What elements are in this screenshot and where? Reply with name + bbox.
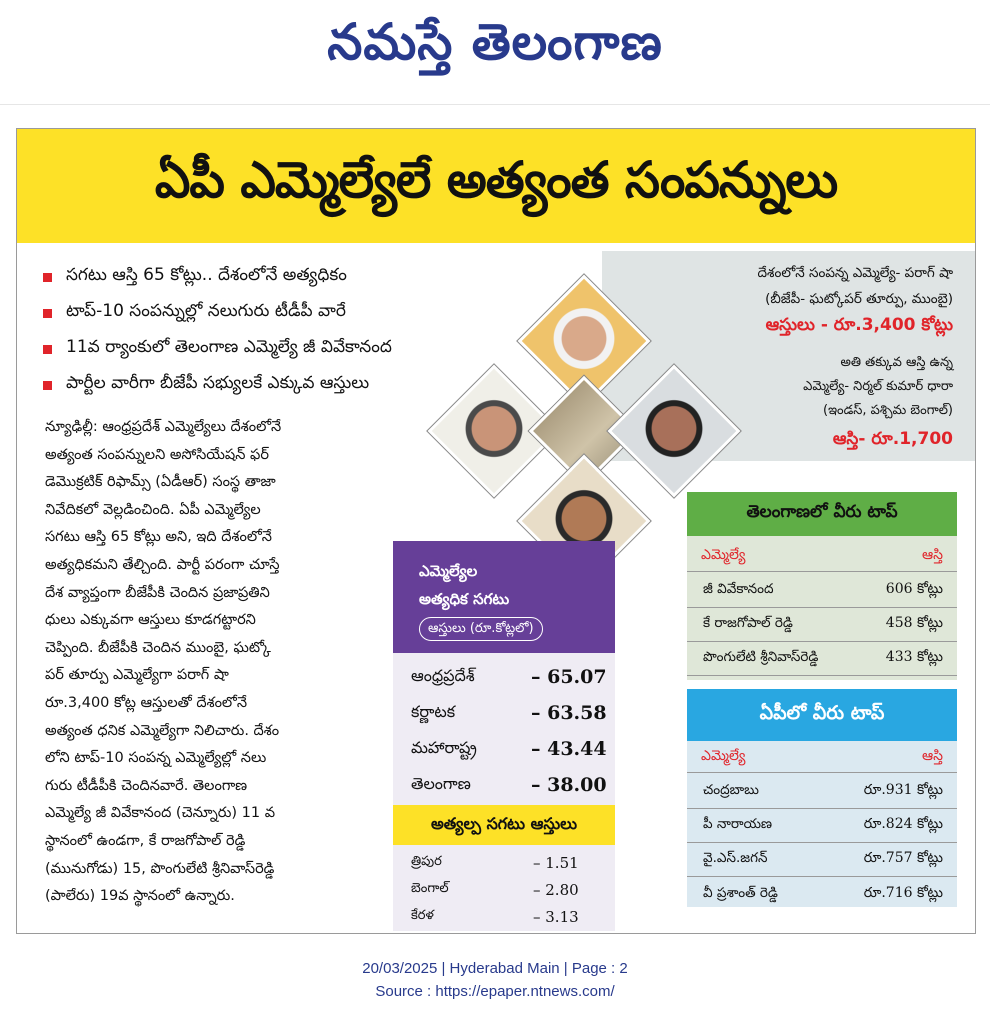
bullet-item: సగటు ఆస్తి 65 కోట్లు.. దేశంలోనే అత్యధికం (43, 259, 523, 295)
table-row: వీ ప్రశాంత్‌ రెడ్డి రూ.716 కోట్లు (703, 884, 943, 901)
newspaper-logo: నమస్తే తెలంగాణ (327, 12, 663, 71)
headline: ఏపీ ఎమ్మెల్యేలే అత్యంత సంపన్నులు (154, 150, 838, 209)
telangana-top-title: తెలంగాణలో వీరు టాప్‌ (687, 492, 957, 536)
bullet-square-icon (43, 345, 52, 354)
body-line: అత్యంత సంపన్నులని అసోసియేషన్‌ ఫర్‌ (45, 446, 269, 463)
table-header: ఎమ్మెల్యే ఆస్తి (687, 542, 957, 572)
article-body (45, 414, 377, 911)
body-line: రూ.3,400 కోట్ల ఆస్తులతో దేశంలోనే (45, 694, 248, 711)
average-row: కర్ణాటక – 63.58 (411, 701, 607, 724)
telangana-top-box (687, 492, 957, 680)
body-line: న్యూఢిల్లీ: ఆంధ్రప్రదేశ్‌ ఎమ్మెల్యేలు దేశంలోనే (45, 419, 282, 435)
bullet-square-icon (43, 381, 52, 390)
poorest-mla-text: అతి తక్కువ ఆస్తి ఉన్న ఎమ్మెల్యే- నిర్మల్‌ కుమార్‌ ధారా (ఇండస్‌, పశ్చిమ బెంగాల్‌) (803, 355, 953, 418)
richest-mla-line: దేశంలోనే సంపన్న ఎమ్మెల్యే- పరాగ్‌ షా (757, 265, 953, 281)
table-row: చంద్రబాబు రూ.931 కోట్లు (687, 775, 957, 809)
body-line: చెప్పింది. బీజేపీకి చెందిన ముంబై, ఘట్కో (45, 639, 271, 656)
footer-source: Source : https://epaper.ntnews.com/ (375, 983, 615, 1000)
news-clipping (16, 128, 976, 934)
average-row: ఆంధ్రప్రదేశ్‌ – 65.07 (411, 665, 607, 688)
body-line: స్థానంలో ఉండగా, కే రాజగోపాల్‌ రెడ్డి (45, 832, 246, 849)
body-line: (పాలేరు) 19వ స్థానంలో ఉన్నారు. (45, 888, 235, 905)
body-line: నివేదికలో వెల్లడించింది. ఏపీ ఎమ్మెల్యేల (45, 501, 261, 518)
average-assets-box (393, 541, 615, 931)
lowest-row: త్రిపుర – 1.51 (411, 853, 579, 872)
body-line: గురు టీడీపీకి చెందినవారే. తెలంగాణ (45, 777, 248, 794)
bullet-square-icon (43, 273, 52, 282)
table-row: వై.ఎస్‌.జగన్‌ రూ.757 కోట్లు (687, 843, 957, 877)
bullet-square-icon (43, 309, 52, 318)
average-row: తెలంగాణ – 38.00 (411, 773, 607, 796)
body-line: ఎమ్మెల్యే జీ వివేకానంద (చెన్నూరు) 11 వ (45, 805, 276, 822)
masthead (0, 0, 990, 100)
headline-band (17, 129, 975, 243)
table-row: పీ నారాయణ రూ.824 కోట్లు (687, 809, 957, 843)
footer-date-edition: 20/03/2025 | Hyderabad Main | Page : 2 (362, 960, 628, 977)
ap-top-title: ఏపీలో వీరు టాప్‌ (687, 689, 957, 741)
body-line: సగటు ఆస్తి 65 కోట్లు అని, ఇది దేశంలోనే (45, 529, 272, 546)
body-line: పర్‌ తూర్పు ఎమ్మెల్యేగా పరాగ్‌ షా (45, 667, 229, 684)
richest-mla-constituency: (బీజేపీ- ఘట్కోపర్‌ తూర్పు, ముంబై) (765, 291, 953, 307)
body-line: అత్యంత ధనిక ఎమ్మెల్యేగా నిలిచారు. దేశం (45, 722, 280, 739)
poorest-mla-assets: ఆస్తి- రూ.1,700 (832, 429, 953, 449)
bullet-item: పార్టీల వారీగా బీజేపీ సభ్యులకే ఎక్కువ ఆస్తులు (43, 367, 523, 403)
body-line: ధులు ఎక్కువగా ఆస్తులు కూడగట్టారని (45, 612, 256, 629)
lowest-assets-heading: అత్యల్ప సగటు ఆస్తులు (393, 805, 615, 845)
average-row: మహారాష్ట్ర – 43.44 (411, 737, 607, 760)
table-row: జీ వివేకానంద 606 కోట్లు (687, 574, 957, 608)
lowest-row: బెంగాల్‌ – 2.80 (411, 880, 579, 899)
body-line: లోని టాప్‌-10 సంపన్న ఎమ్మెల్యేల్లో నలు (45, 750, 267, 767)
richest-mla-assets: ఆస్తులు - రూ.3,400 కోట్లు (765, 315, 953, 335)
body-line: దేశ వ్యాప్తంగా బీజేపీకి చెందిన ప్రజాప్రతిని (45, 584, 270, 601)
table-header: ఎమ్మెల్యే ఆస్తి (687, 743, 957, 773)
bullet-item: 11వ ర్యాంకులో తెలంగాణ ఎమ్మెల్యే జీ వివేకానంద (43, 331, 523, 367)
body-line: అత్యధికమని తేల్చింది. పార్టీ పరంగా చూస్తే (45, 556, 280, 573)
body-line: (మునుగోడు) 15, పొంగులేటి శ్రీనివాస్‌రెడ్డి (45, 860, 275, 877)
divider (0, 104, 990, 105)
lowest-row: కేరళ – 3.13 (411, 907, 579, 926)
bullet-item: టాప్‌-10 సంపన్నుల్లో నలుగురు టీడీపీ వారే (43, 295, 523, 331)
average-assets-heading: ఎమ్మెల్యేల అత్యధిక సగటు ఆస్తులు (రూ.కోట్లలో) (393, 541, 615, 653)
body-line: డెమొక్రటిక్‌ రిఫామ్స్‌ (ఏడీఆర్‌) సంస్థ తాజా (45, 474, 276, 491)
table-row: పొంగులేటి శ్రీనివాస్‌రెడ్డి 433 కోట్లు (687, 642, 957, 676)
ap-top-box (687, 689, 957, 907)
table-row: కే రాజగోపాల్‌ రెడ్డి 458 కోట్లు (687, 608, 957, 642)
